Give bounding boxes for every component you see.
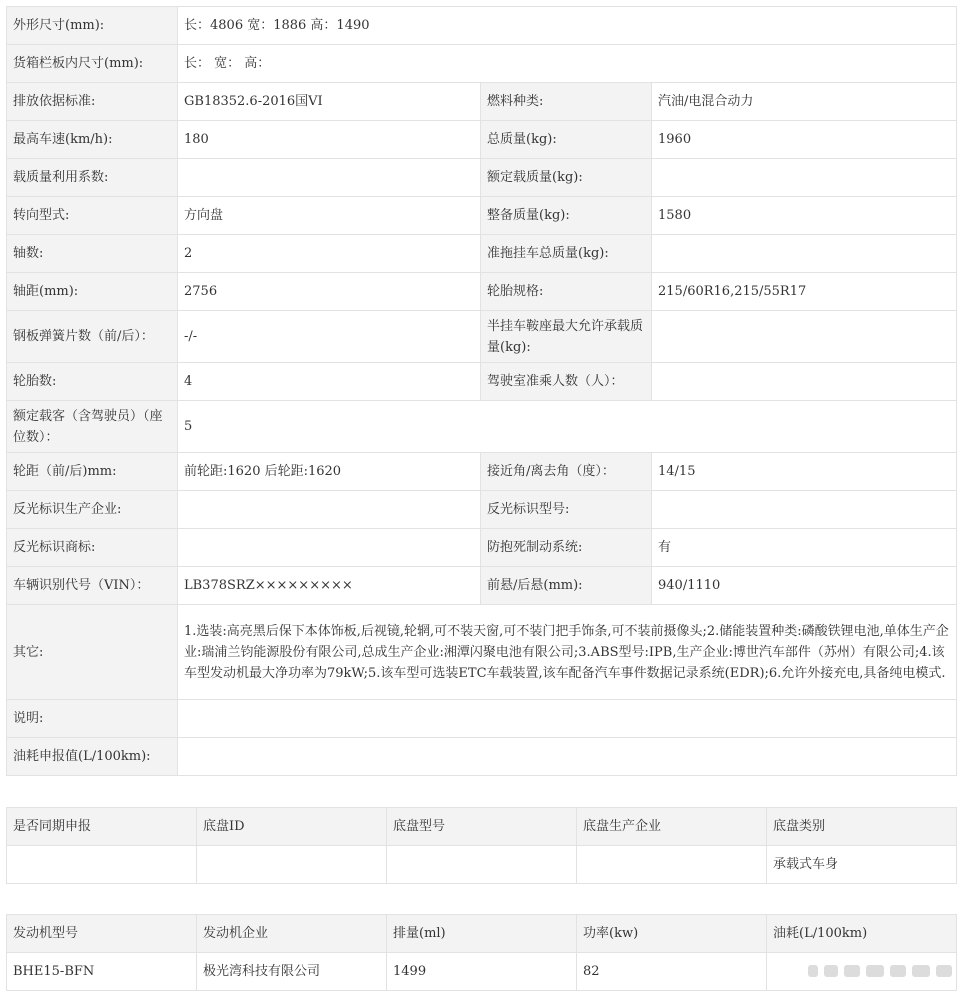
vin-value: LB378SRZ××××××××× <box>178 567 481 605</box>
trailer-label: 准拖挂车总质量(kg): <box>481 235 652 273</box>
saddle-label: 半挂车鞍座最大允许承载质量(kg): <box>481 311 652 363</box>
reflect-maker-label: 反光标识生产企业: <box>7 491 178 529</box>
speed-label: 最高车速(km/h): <box>7 121 178 159</box>
engine-cell: 极光湾科技有限公司 <box>197 953 387 991</box>
wheelbase-value: 2756 <box>178 273 481 311</box>
abs-value: 有 <box>652 529 957 567</box>
abs-label: 防抱死制动系统: <box>481 529 652 567</box>
engine-header-cell: 发动机企业 <box>197 915 387 953</box>
track-label: 轮距（前/后)mm: <box>7 453 178 491</box>
steering-value: 方向盘 <box>178 197 481 235</box>
note-value <box>178 700 957 738</box>
engine-header-row <box>7 915 957 953</box>
axles-label: 轴数: <box>7 235 178 273</box>
engine-header-cell: 油耗(L/100km) <box>767 915 957 953</box>
tires-label: 轮胎数: <box>7 363 178 401</box>
other-value: 1.选装:高亮黑后保下本体饰板,后视镜,轮辋,可不装天窗,可不装门把手饰条,可不装前摄像头;2.储能装置种类:磷酸铁锂电池,单体生产企业:瑞浦兰钧能源股份有限公司,总成生产企业:湘潭闪聚电池有限公司;3.ABS型号:IPB,生产企业:博世汽车部件（苏州）有限公司;4.该车型发动机最大净功率为79kW;5.该车型可选装ETC车载装置,该车配备汽车事件数据记录系统(EDR);6.允许外接充电,具备纯电模式. <box>178 605 957 700</box>
spec-row-wheelbase <box>7 273 957 311</box>
overhang-label: 前悬/后悬(mm): <box>481 567 652 605</box>
cab-label: 驾驶室准乘人数（人）： <box>481 363 652 401</box>
load-coef-label: 载质量利用系数: <box>7 159 178 197</box>
chassis-header-cell: 是否同期申报 <box>7 808 197 846</box>
tire-spec-value: 215/60R16,215/55R17 <box>652 273 957 311</box>
spec-row-dimensions <box>7 7 957 45</box>
engine-cell: BHE15-BFN <box>7 953 197 991</box>
cargo-label: 货箱栏板内尺寸(mm): <box>7 45 178 83</box>
chassis-header-cell: 底盘ID <box>197 808 387 846</box>
spec-row-cargo <box>7 45 957 83</box>
seats-value: 5 <box>178 401 957 453</box>
chassis-header-row <box>7 808 957 846</box>
spec-row-load <box>7 159 957 197</box>
reflect-maker-value <box>178 491 481 529</box>
spring-label: 钢板弹簧片数（前/后）： <box>7 311 178 363</box>
spec-row-reflect-brand <box>7 529 957 567</box>
track-value: 前轮距:1620 后轮距:1620 <box>178 453 481 491</box>
saddle-value <box>652 311 957 363</box>
spec-row-fuel-consumption <box>7 738 957 776</box>
fuel-cons-value <box>178 738 957 776</box>
engine-cell: 82 <box>577 953 767 991</box>
spec-row-track <box>7 453 957 491</box>
tires-value: 4 <box>178 363 481 401</box>
seats-label: 额定载客（含驾驶员）（座位数）： <box>7 401 178 453</box>
chassis-header-cell: 底盘类别 <box>767 808 957 846</box>
curb-label: 整备质量(kg): <box>481 197 652 235</box>
tire-spec-label: 轮胎规格: <box>481 273 652 311</box>
fuel-cons-label: 油耗申报值(L/100km): <box>7 738 178 776</box>
engine-cell: 1499 <box>387 953 577 991</box>
speed-value: 180 <box>178 121 481 159</box>
spec-row-note <box>7 700 957 738</box>
axles-value: 2 <box>178 235 481 273</box>
spring-value: -/- <box>178 311 481 363</box>
dims-label: 外形尺寸(mm): <box>7 7 178 45</box>
spec-row-steering <box>7 197 957 235</box>
spec-row-emission <box>7 83 957 121</box>
total-mass-label: 总质量(kg): <box>481 121 652 159</box>
chassis-cell <box>387 846 577 884</box>
watermark-mark <box>824 965 838 977</box>
spec-row-speed <box>7 121 957 159</box>
angle-value: 14/15 <box>652 453 957 491</box>
spec-row-reflect-maker <box>7 491 957 529</box>
reflect-model-label: 反光标识型号: <box>481 491 652 529</box>
trailer-value <box>652 235 957 273</box>
reflect-model-value <box>652 491 957 529</box>
curb-value: 1580 <box>652 197 957 235</box>
angle-label: 接近角/离去角（度）： <box>481 453 652 491</box>
engine-header-cell: 功率(kw) <box>577 915 767 953</box>
watermark-logo <box>808 961 953 981</box>
chassis-header-cell: 底盘型号 <box>387 808 577 846</box>
reflect-brand-label: 反光标识商标: <box>7 529 178 567</box>
wheelbase-label: 轴距(mm): <box>7 273 178 311</box>
dims-value: 长：4806 宽：1886 高：1490 <box>178 7 957 45</box>
chassis-cell <box>577 846 767 884</box>
spec-row-seats <box>7 401 957 453</box>
vehicle-spec-table <box>6 6 957 776</box>
watermark-mark <box>936 965 952 977</box>
overhang-value: 940/1110 <box>652 567 957 605</box>
spec-row-spring <box>7 311 957 363</box>
load-coef-value <box>178 159 481 197</box>
chassis-data-row <box>7 846 957 884</box>
chassis-header-cell: 底盘生产企业 <box>577 808 767 846</box>
watermark-mark <box>890 965 906 977</box>
vin-label: 车辆识别代号（VIN）： <box>7 567 178 605</box>
total-mass-value: 1960 <box>652 121 957 159</box>
engine-header-cell: 排量(ml) <box>387 915 577 953</box>
rated-load-value <box>652 159 957 197</box>
emission-label: 排放依据标准: <box>7 83 178 121</box>
reflect-brand-value <box>178 529 481 567</box>
spec-row-vin <box>7 567 957 605</box>
spec-row-other <box>7 605 957 700</box>
engine-header-cell: 发动机型号 <box>7 915 197 953</box>
fuel-label: 燃料种类: <box>481 83 652 121</box>
steering-label: 转向型式: <box>7 197 178 235</box>
emission-value: GB18352.6-2016国VI <box>178 83 481 121</box>
chassis-cell <box>7 846 197 884</box>
watermark-mark <box>844 965 860 977</box>
watermark-mark <box>912 965 930 977</box>
chassis-cell <box>197 846 387 884</box>
rated-load-label: 额定载质量(kg): <box>481 159 652 197</box>
chassis-cell: 承载式车身 <box>767 846 957 884</box>
cab-value <box>652 363 957 401</box>
chassis-table <box>6 807 957 884</box>
spec-row-axles <box>7 235 957 273</box>
watermark-mark <box>866 965 884 977</box>
other-label: 其它: <box>7 605 178 700</box>
note-label: 说明: <box>7 700 178 738</box>
fuel-value: 汽油/电混合动力 <box>652 83 957 121</box>
watermark-mark <box>808 965 818 977</box>
cargo-value: 长： 宽： 高： <box>178 45 957 83</box>
spec-row-tires <box>7 363 957 401</box>
